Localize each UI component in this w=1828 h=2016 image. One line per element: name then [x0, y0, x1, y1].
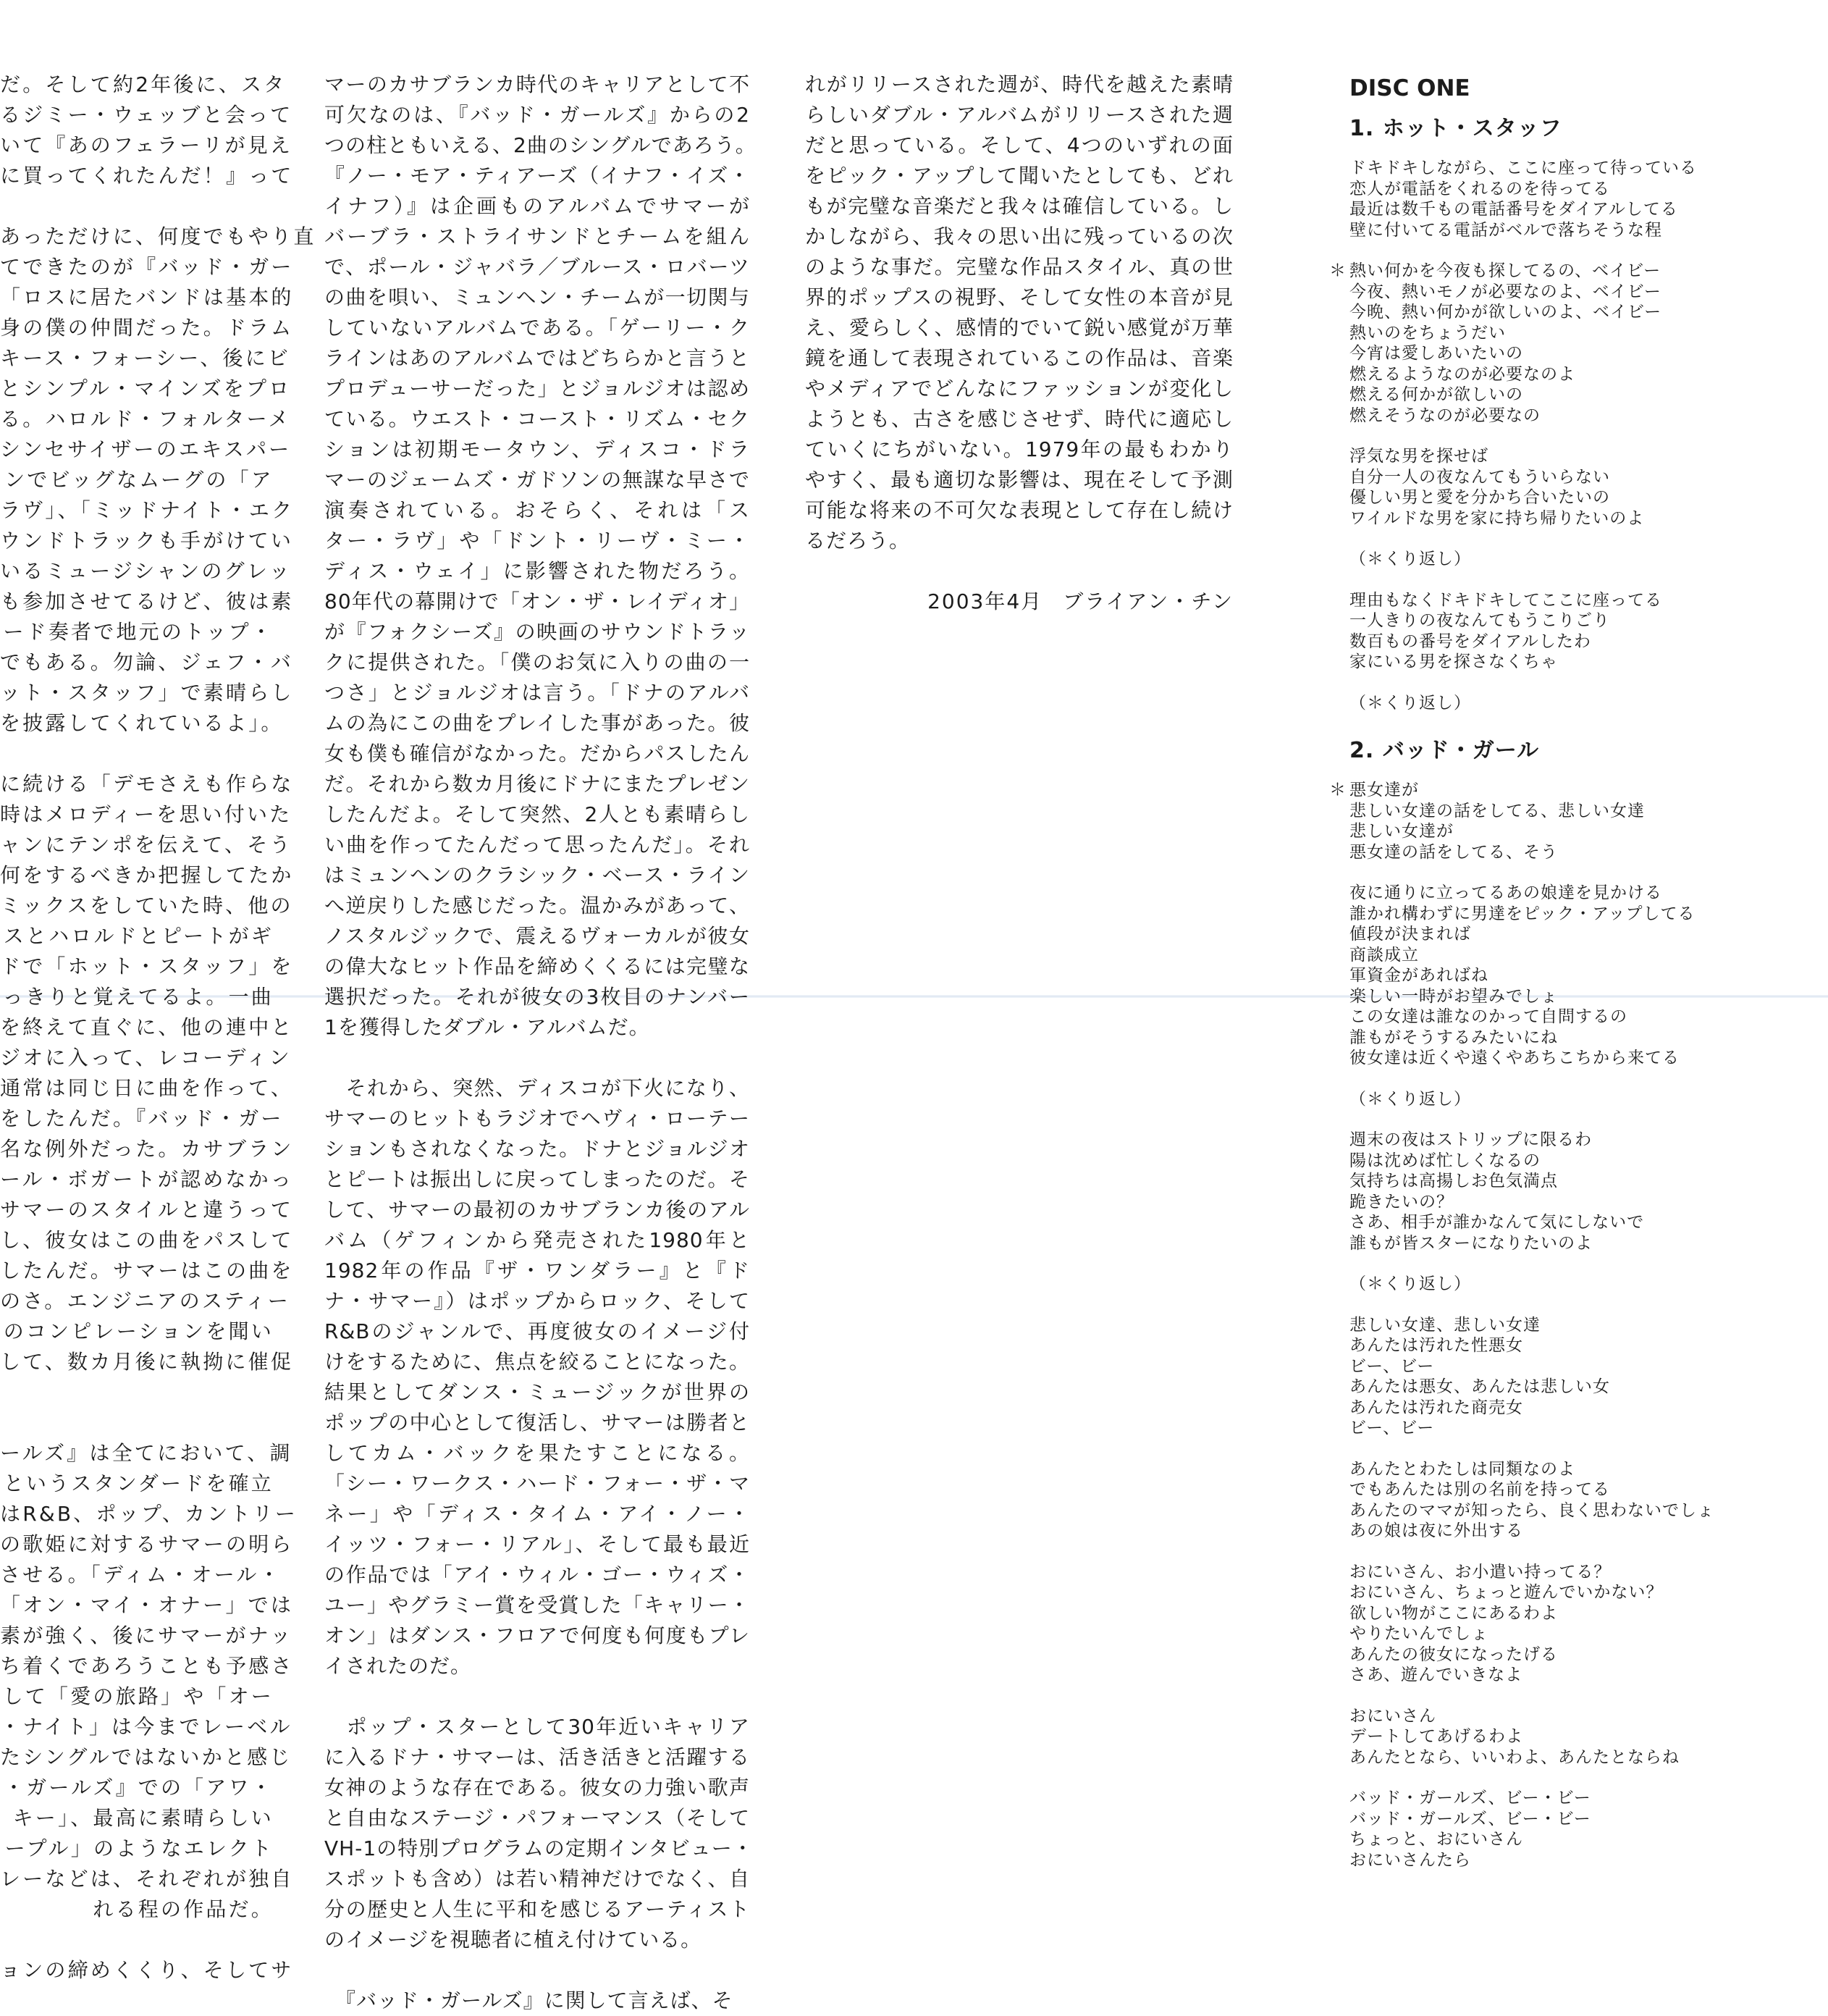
text-line: をしたんだ。『バッド・ガー [0, 1106, 284, 1130]
text-line: ード奏者で地元のトップ・ [3, 620, 274, 644]
song-title-2: 2. バッド・ガール [1349, 738, 1540, 763]
text-line: いるミュージシャンのグレッ [0, 559, 292, 583]
signature-date: 2003年4月 [927, 589, 1043, 613]
text-line [324, 1681, 750, 1712]
lyric-stanza [1329, 1130, 1793, 1253]
text-line: ていくにちがいない。1979年の最もわかり [805, 437, 1234, 461]
text-line: 分の歴史と人生に平和を感じるアーティスト [324, 1897, 750, 1921]
signature [805, 587, 1234, 617]
lyric-stanza [1329, 1706, 1793, 1768]
lyric-line: バッド・ガールズ、ビー・ビー [1349, 1809, 1591, 1828]
lyric-line: あの娘は夜に外出する [1349, 1521, 1523, 1540]
text-line: の歌姫に対するサマーの明ら [0, 1532, 294, 1556]
lyric-line: 浮気な男を探せば [1349, 447, 1488, 466]
text-line: したんだ。サマーはこの曲を [0, 1259, 294, 1282]
text-line [324, 1955, 750, 1986]
lyric-line: ちょっと、おにいさん [1349, 1830, 1523, 1849]
text-line [0, 1408, 274, 1438]
text-line: ャンにテンポを伝えて、そう [0, 833, 292, 857]
lyric-stanza [1329, 549, 1793, 570]
lyric-line: あんたとなら、いいわよ、あんたとならね [1349, 1747, 1680, 1767]
lyric-line: 恋人が電話をくれるのを待ってる [1349, 179, 1610, 198]
repeat-note: （＊くり返し） [1349, 693, 1471, 713]
lyric-line: 跪きたいの？ [1349, 1192, 1454, 1211]
lyric-line: 値段が決まれば [1349, 925, 1471, 944]
text-line: 身の僕の仲間だった。ドラム [0, 316, 294, 340]
text-line: ナ・サマー』）はポップからロック、そして [324, 1289, 750, 1313]
lyric-line: でもあんたは別の名前を持ってる [1349, 1480, 1610, 1499]
text-line: 「ロスに居たバンドは基本的 [0, 285, 294, 309]
text-line: キー」、最高に素晴らしい [12, 1806, 274, 1830]
text-line: マーのジェームズ・ガドソンの無謀な早さで [324, 468, 750, 492]
lyric-line: バッド・ガールズ、ビー・ビー [1349, 1789, 1591, 1807]
text-line: ールズ』は全てにおいて、調 [0, 1441, 292, 1465]
text-line: でもある。勿論、ジェフ・バ [0, 650, 294, 674]
text-line: バム（ゲフィンから発売された1980年と [324, 1228, 750, 1252]
lyric-line: 陽は沈めば忙しくなるの [1349, 1151, 1541, 1170]
text-line: 女も僕も確信がなかった。だからパスしたん [324, 742, 750, 765]
text-line: けをするために、焦点を絞ることになった。 [324, 1350, 750, 1374]
text-line: やすく、最も適切な影響は、現在そして予測 [805, 468, 1234, 492]
text-line: 80年代の幕開けで「オン・ザ・レイディオ」 [324, 589, 750, 613]
text-line: 何をするべきか把握してたか [0, 863, 294, 887]
lyric-line: おにいさん [1349, 1706, 1436, 1726]
lyric-line: 悲しい女達、悲しい女達 [1349, 1315, 1541, 1335]
disc-title: DISC ONE [1349, 75, 1470, 101]
text-line: 名な例外だった。カサブラン [0, 1137, 294, 1161]
text-line: で、ポール・ジャバラ／ブルース・ロバーツ [324, 255, 750, 279]
lyric-line: あんたは汚れた商売女 [1349, 1398, 1523, 1417]
lyric-line: 今晩、熱い何かが欲しいのよ、ベイビー [1349, 303, 1662, 322]
text-line: スとハロルドとピートがギ [3, 924, 274, 948]
lyric-line: 悲しい女達の話をしてる、悲しい女達 [1349, 801, 1645, 820]
text-line: のコンピレーションを聞い [3, 1319, 274, 1343]
lyric-stanza [1329, 446, 1793, 529]
lyric-line: ワイルドな男を家に持ち帰りたいのよ [1349, 508, 1645, 528]
lyric-line: ビー、ビー [1349, 1356, 1435, 1376]
text-line: していないアルバムである。「ゲーリー・ク [324, 316, 750, 340]
text-line: 女神のような存在である。彼女の力強い歌声 [324, 1776, 750, 1799]
text-line: やメディアでどんなにファッションが変化し [805, 377, 1234, 400]
lyric-line: やりたいんでしょ [1349, 1624, 1488, 1643]
lyric-line: 熱いのをちょうだい [1349, 323, 1506, 343]
text-line [0, 191, 274, 222]
text-line: ている。ウエスト・コースト・リズム・セク [324, 407, 750, 431]
text-line: も参加させてるけど、彼は素 [0, 589, 294, 613]
text-line: ット・スタッフ」で素晴らし [0, 681, 294, 705]
lyric-line: おにいさん、お小遣い持ってる？ [1349, 1562, 1612, 1582]
text-line: ドで「ホット・スタッフ」を [0, 954, 294, 978]
text-line: バーブラ・ストライサンドとチームを組ん [324, 224, 750, 248]
text-line: のイメージを視聴者に植え付けている。 [324, 1928, 702, 1952]
text-line: え、愛らしく、感情的でいて鋭い感覚が万華 [805, 316, 1234, 340]
text-line: ・ナイト」は今までレーベル [0, 1715, 292, 1739]
text-line: の作品では「アイ・ウィル・ゴー・ウィズ・ [324, 1563, 750, 1587]
text-line: だ。それから数カ月後にドナにまたプレゼン [324, 772, 750, 796]
text-line: サマーのスタイルと違うって [0, 1198, 294, 1222]
essay-column-3-body [805, 70, 1234, 556]
lyric-line: さあ、相手が誰かなんて気にしないで [1349, 1213, 1645, 1232]
text-line: つの柱ともいえる、2曲のシングルであろう。 [324, 133, 757, 157]
text-line: 時はメロディーを思い付いた [0, 802, 292, 826]
text-line: ノスタルジックで、震えるヴォーカルが彼女 [324, 924, 750, 948]
text-line: もが完璧な音楽だと我々は確信している。し [805, 194, 1234, 218]
text-line: ラヴ」、「ミッドナイト・エク [0, 498, 295, 522]
text-line: したんだよ。そして突然、2人とも素晴らし [324, 802, 750, 826]
text-line: ミックスをしていた時、他の [0, 894, 293, 917]
lyric-stanza [1329, 590, 1793, 673]
text-line: 「オン・マイ・オナー」では [0, 1593, 294, 1617]
lyric-stanza [1329, 158, 1793, 240]
text-line: して、サマーの最初のカサブランカ後のアル [324, 1198, 750, 1222]
text-line: に買ってくれたんだ！』って [0, 164, 294, 188]
text-line: ディス・ウェイ」に影響された物だろう。 [324, 559, 750, 583]
lyric-line: 商談成立 [1349, 945, 1419, 965]
text-line: ープル」のようなエレクト [4, 1836, 274, 1860]
text-line: とシンプル・マインズをプロ [0, 377, 292, 400]
text-line: てできたのが『バッド・ガー [0, 255, 294, 279]
lyric-line: 燃えそうなのが必要なの [1349, 406, 1541, 425]
text-line: ユー」やグラミー賞を受賞した「キャリー・ [324, 1593, 750, 1617]
lyric-line: ＊ 熱い何かを今夜も探してるの、ベイビー [1329, 261, 1793, 282]
text-line: 選択だった。それが彼女の3枚目のナンバー [324, 985, 750, 1009]
lyric-line: ビー、ビー [1349, 1419, 1435, 1437]
text-line: はミュンヘンのクラシック・ベース・ライン [324, 863, 750, 887]
text-line: を披露してくれているよ」。 [0, 711, 284, 735]
essay-column-1 [0, 70, 316, 1986]
text-line: というスタンダードを確立 [3, 1471, 274, 1495]
text-line: クに提供された。「僕のお気に入りの曲の一 [324, 650, 750, 674]
text-line: ションもされなくなった。ドナとジョルジオ [324, 1137, 750, 1161]
text-line: して「愛の旅路」や「オー [2, 1684, 274, 1708]
essay-column-2 [324, 70, 757, 2016]
text-line: たシングルではないかと感じ [0, 1745, 292, 1769]
repeat-note: （＊くり返し） [1349, 1274, 1471, 1293]
lyric-stanza [1329, 1788, 1793, 1870]
signature-author: ブライアン・チン [1063, 589, 1234, 613]
repeat-note: （＊くり返し） [1349, 550, 1471, 568]
text-line: マーのカサブランカ時代のキャリアとして不 [324, 72, 750, 96]
lyric-line: 理由もなくドキドキしてここに座ってる [1349, 590, 1662, 610]
text-line: 通常は同じ日に曲を作って、 [0, 1076, 294, 1100]
lyric-line: 自分一人の夜なんてもういらない [1349, 467, 1610, 487]
text-line: のような事だ。完璧な作品スタイル、真の世 [805, 255, 1234, 279]
lyric-line: デートしてあげるわよ [1349, 1727, 1523, 1746]
lyric-line: 数百もの番号をダイアルしたわ [1349, 631, 1591, 651]
text-line: 可欠なのは、『バッド・ガールズ』からの2 [324, 103, 750, 127]
lyric-line: 今宵は愛しあいたいの [1349, 344, 1523, 363]
text-line: だと思っている。そして、4つのいずれの面 [805, 133, 1234, 157]
text-line: イッツ・フォー・リアル」、そして最も最近 [324, 1532, 750, 1556]
lyric-line: 壁に付いてる電話がベルで落ちそうな程 [1349, 220, 1662, 240]
text-line: ネー」や「ディス・タイム・アイ・ノー・ [324, 1502, 750, 1526]
text-line: ラインはあのアルバムではどちらかと言うと [324, 346, 750, 370]
lyric-line: あんたの彼女になったげる [1349, 1645, 1558, 1664]
text-line: ポップの中心として復活し、サマーは勝者と [324, 1411, 750, 1435]
lyric-line: 気持ちは高揚しお色気満点 [1349, 1172, 1558, 1190]
lyric-line: 悪女達の話をしてる、そう [1349, 842, 1558, 862]
lyric-line: おにいさん、ちょっと遊んでいかない？ [1349, 1583, 1664, 1602]
text-line: ター・ラヴ」や「ドント・リーヴ・ミー・ [324, 529, 750, 553]
text-line: 界的ポップスの視野、そして女性の本音が見 [805, 285, 1234, 309]
lyric-line: 週末の夜はストリップに限るわ [1349, 1130, 1593, 1149]
lyric-line: 誰もが皆スターになりたいのよ [1349, 1233, 1593, 1253]
lyric-line: 燃える何かが欲しいの [1349, 385, 1523, 404]
text-line: イされたのだ。 [324, 1654, 472, 1678]
lyric-line: 一人きりの夜なんてもうこりごり [1349, 611, 1610, 630]
lyric-line: 欲しい物がここにあるわよ [1349, 1603, 1558, 1623]
text-line: R&Bのジャンルで、再度彼女のイメージ付 [324, 1319, 750, 1343]
lyric-stanza [1329, 1089, 1793, 1110]
text-line: それから、突然、ディスコが下火になり、 [324, 1076, 750, 1100]
text-line: ール・ボガートが認めなかっ [0, 1167, 294, 1191]
lyric-line: 最近は数千もの電話番号をダイアルしてる [1349, 200, 1678, 219]
text-line: してカム・バックを果たすことになる。 [324, 1441, 750, 1465]
lyric-stanza [1329, 1315, 1793, 1439]
lyric-line: 今夜、熱いモノが必要なのよ、ベイビー [1349, 282, 1661, 301]
lyric-line: ＊ 悪女達が [1329, 780, 1793, 801]
text-line: ち着くであろうことも予感さ [0, 1654, 294, 1678]
text-line: るだろう。 [805, 529, 911, 553]
text-line: かしながら、我々の思い出に残っているの次 [805, 224, 1234, 248]
lyric-line: 軍資金があればね [1349, 966, 1488, 985]
text-line: に続ける「デモさえも作らな [0, 772, 294, 796]
lyric-line: あんたのママが知ったら、良く思わないでしょ [1349, 1500, 1714, 1520]
text-line: 演奏されている。おそらく、それは「ス [324, 498, 750, 522]
text-line: シンセサイザーのエキスパー [0, 437, 292, 461]
text-line: と自由なステージ・パフォーマンス（そして [324, 1806, 750, 1830]
lyric-line: 悲しい女達が [1349, 822, 1454, 841]
text-line: れがリリースされた週が、時代を越えた素晴 [805, 72, 1234, 96]
lyric-line: あんたは悪女、あんたは悲しい女 [1349, 1377, 1610, 1396]
text-line: させる。「ディム・オール・ [0, 1563, 282, 1587]
text-line: に入るドナ・サマーは、活き活きと活躍する [324, 1745, 750, 1769]
text-line: あっただけに、何度でもやり直 [0, 224, 316, 248]
text-line: いて『あのフェラーリが見え [0, 133, 293, 157]
text-line [0, 1377, 274, 1408]
lyric-line: 楽しい一時がお望みでしょ [1349, 986, 1558, 1006]
text-line [0, 739, 274, 769]
lyric-line: ドキドキしながら、ここに座って待っている [1349, 159, 1697, 177]
lyric-stanza [1329, 1562, 1793, 1686]
text-line: VH-1の特別プログラムの定期インタビュー・ [324, 1836, 754, 1860]
text-line: オン」はダンス・フロアで何度も何度もプレ [324, 1624, 750, 1647]
text-line: ジオに入って、レコーディン [0, 1046, 292, 1070]
text-line: る。ハロルド・フォルターメ [0, 407, 291, 431]
text-line: 結果としてダンス・ミュージックが世界の [324, 1380, 750, 1404]
essay-column-3 [805, 70, 1234, 617]
text-line: をピック・アップして聞いたとしても、どれ [805, 164, 1234, 188]
lyric-line: さあ、遊んでいきなよ [1349, 1666, 1523, 1684]
text-line: とピートは振出しに戻ってしまったのだ。そ [324, 1167, 750, 1191]
text-line: を終えて直ぐに、他の連中と [0, 1015, 294, 1039]
lyric-stanza [1329, 1274, 1793, 1295]
text-line: へ逆戻りした感じだった。温かみがあって、 [324, 894, 750, 917]
text-line: ションは初期モータウン、ディスコ・ドラ [324, 437, 750, 461]
lyric-line: 夜に通りに立ってるあの娘達を見かける [1349, 883, 1662, 902]
text-line: の曲を唄い、ミュンヘン・チームが一切関与 [324, 285, 750, 309]
text-line: プロデューサーだった」とジョルジオは認め [324, 377, 750, 400]
lyric-line: この女達は誰なのかって自問するの [1349, 1007, 1627, 1026]
text-line [324, 1043, 750, 1073]
text-line: サマーのヒットもラジオでヘヴィ・ローテー [324, 1106, 750, 1130]
text-line: して、数カ月後に執拗に催促 [0, 1350, 294, 1374]
text-line: 「シー・ワークス・ハード・フォー・ザ・マ [324, 1471, 750, 1495]
lyric-stanza [1329, 780, 1793, 862]
lyric-stanza [1329, 261, 1793, 426]
text-line: い曲を作ってたんだって思ったんだ」。それ [324, 833, 750, 857]
text-line: 1982年の作品『ザ・ワンダラー』と『ド [324, 1259, 750, 1282]
text-line: ンでビッグなムーグの「ア [4, 468, 274, 492]
text-line: イナフ）』は企画ものアルバムでサマーが [324, 194, 750, 218]
text-line: レーなどは、それぞれが独自 [0, 1867, 294, 1891]
text-line: の偉大なヒット作品を締めくくるには完璧な [324, 954, 750, 978]
text-line: 1を獲得したダブル・アルバムだ。 [324, 1015, 650, 1039]
text-line: キース・フォーシー、後にビ [0, 346, 291, 370]
text-line: はR&B、ポップ、カントリー [0, 1502, 298, 1526]
lyric-line: あんたは汚れた性悪女 [1349, 1336, 1523, 1355]
repeat-note: （＊くり返し） [1349, 1089, 1471, 1109]
lyrics-column [1329, 72, 1793, 1891]
text-line: ・ガールズ』での「アワ・ [3, 1776, 274, 1799]
text-line: るジミー・ウェッブと会って [0, 103, 293, 127]
lyric-line: 燃えるようなのが必要なのよ [1349, 364, 1575, 384]
lyric-line: 誰かれ構わずに男達をピック・アップしてる [1349, 904, 1696, 923]
text-line: 鏡を通して表現されているこの作品は、音楽 [805, 346, 1234, 370]
lyric-line: 家にいる男を探さなくちゃ [1349, 652, 1558, 671]
text-line: 『バッド・ガールズ』に関して言えば、そ [324, 1988, 733, 2012]
lyric-line: あんたとわたしは同類なのよ [1349, 1459, 1575, 1479]
text-line [0, 1925, 274, 1955]
text-line: し、彼女はこの曲をパスして [0, 1228, 294, 1252]
lyric-line: 彼女達は近くや遠くやあちこちから来てる [1349, 1049, 1680, 1067]
text-line: スポットも含め）は若い精神だけでなく、自 [324, 1867, 750, 1891]
lyric-line: おにいさんたら [1349, 1850, 1471, 1870]
text-line: だ。そして約2年後に、スタ [0, 72, 287, 96]
lyric-stanza [1329, 883, 1793, 1069]
lyric-line: 誰もがそうするみたいにね [1349, 1028, 1558, 1047]
lyric-stanza [1329, 1459, 1793, 1542]
lyric-line: 優しい男と愛を分かち合いたいの [1349, 488, 1610, 507]
lyric-stanza [1329, 693, 1793, 714]
text-line: らしいダブル・アルバムがリリースされた週 [805, 103, 1234, 127]
text-line: のさ。エンジニアのスティー [0, 1289, 290, 1313]
song-title-1: 1. ホット・スタッフ [1349, 116, 1562, 141]
text-line: ようとも、古さを感じさせず、時代に適応し [805, 407, 1234, 431]
text-line: ウンドトラックも手がけてい [0, 529, 294, 553]
text-line: 可能な将来の不可欠な表現として存在し続け [805, 498, 1234, 522]
text-line: ョンの締めくくり、そしてサ [0, 1958, 294, 1982]
text-line: 『ノー・モア・ティアーズ（イナフ・イズ・ [324, 164, 750, 188]
text-line: つさ」とジョルジオは言う。「ドナのアルバ [324, 681, 750, 705]
text-line: が『フォクシーズ』の映画のサウンドトラッ [324, 620, 750, 644]
text-line: れる程の作品だ。 [93, 1897, 274, 1921]
text-line: ポップ・スターとして30年近いキャリア [324, 1715, 750, 1739]
text-line: っきりと覚えてるよ。一曲 [2, 985, 274, 1009]
text-line: ムの為にこの曲をプレイした事があった。彼 [324, 711, 750, 735]
text-line: 素が強く、後にサマーがナッ [0, 1624, 293, 1647]
